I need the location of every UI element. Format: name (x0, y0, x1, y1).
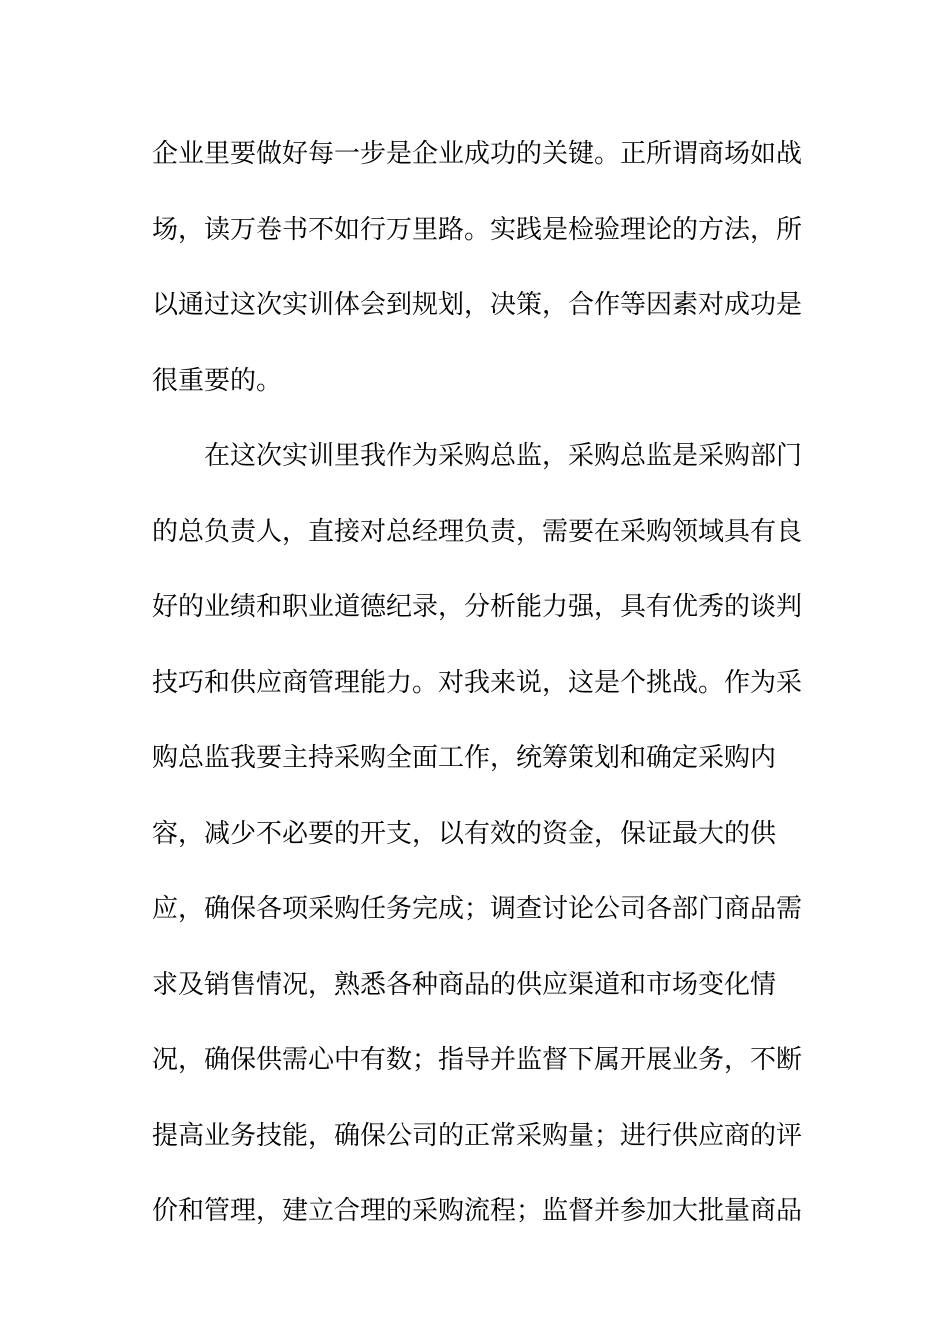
paragraph-line: 好的业绩和职业道德纪录，分析能力强，具有优秀的谈判 (152, 592, 803, 622)
paragraph-line: 容，减少不必要的开支，以有效的资金，保证最大的供 (152, 818, 777, 849)
paragraph-line: 价和管理，建立合理的采购流程；监督并参加大批量商品 (152, 1196, 803, 1226)
document-body (152, 130, 803, 1263)
paragraph-line: 提高业务技能，确保公司的正常采购量；进行供应商的评 (152, 1120, 803, 1151)
paragraph-line: 场，读万卷书不如行万里路。实践是检验理论的方法，所 (152, 214, 803, 245)
paragraph-line: 以通过这次实训体会到规划，决策，合作等因素对成功是 (152, 290, 803, 320)
paragraph-line: 在这次实训里我作为采购总监，采购总监是采购部门 (204, 441, 803, 471)
paragraph-line: 的总负责人，直接对总经理负责，需要在采购领域具有良 (152, 516, 803, 547)
paragraph-line: 况，确保供需心中有数；指导并监督下属开展业务，不断 (152, 1045, 803, 1075)
paragraph-2 (152, 432, 803, 1263)
paragraph-1 (152, 130, 803, 432)
paragraph-line: 技巧和供应商管理能力。对我来说，这是个挑战。作为采 (152, 667, 803, 698)
paragraph-line: 应，确保各项采购任务完成；调查讨论公司各部门商品需 (152, 894, 803, 924)
paragraph-line: 购总监我要主持采购全面工作，统筹策划和确定采购内 (152, 743, 777, 773)
paragraph-line: 很重要的。 (152, 365, 283, 396)
paragraph-line: 求及销售情况，熟悉各种商品的供应渠道和市场变化情 (152, 969, 777, 1000)
paragraph-line: 企业里要做好每一步是企业成功的关键。正所谓商场如战 (152, 139, 803, 169)
